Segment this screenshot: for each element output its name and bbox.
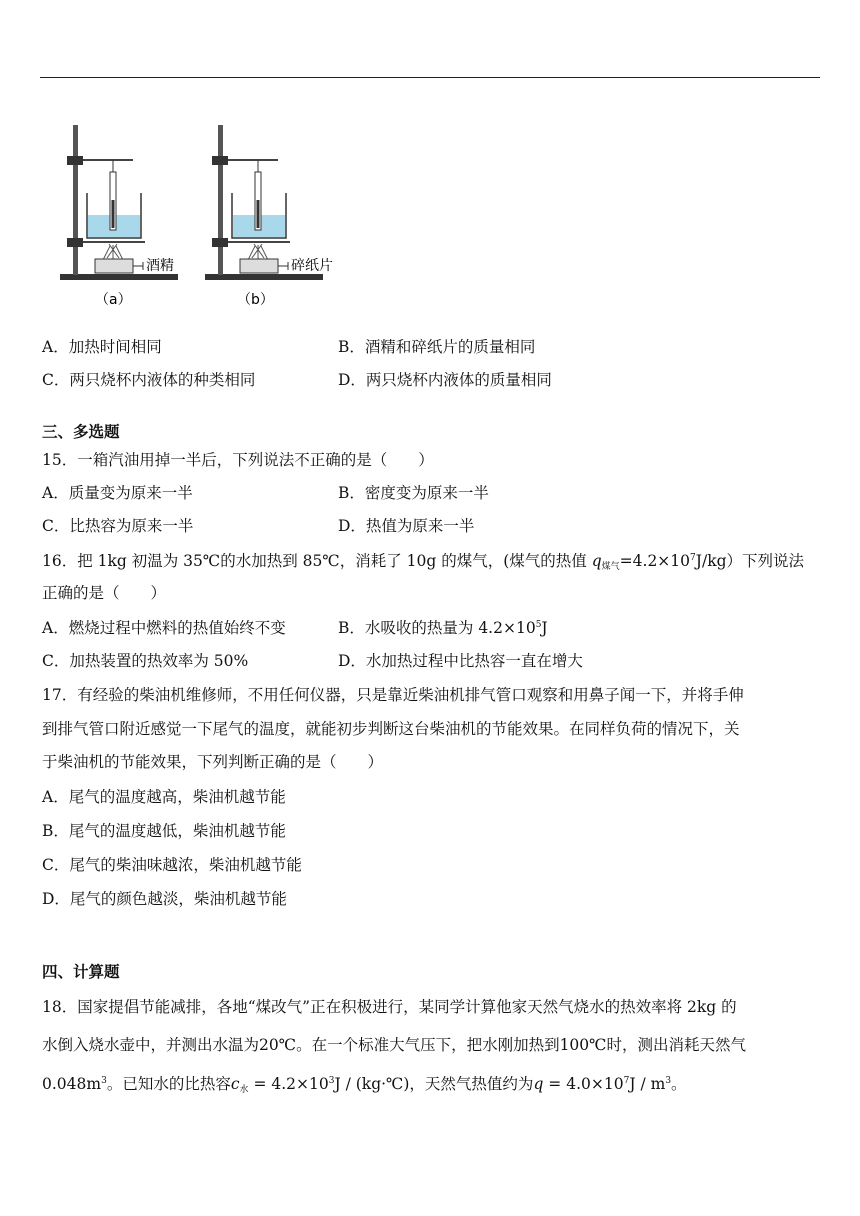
q17-stem-line2: 到排气管口附近感觉一下尾气的温度，就能初步判断这台柴油机的节能效果。在同样负荷的情况下，关 <box>42 720 740 738</box>
q14-option-d: D．两只烧杯内液体的质量相同 <box>338 371 552 389</box>
q15-option-c: C．比热容为原来一半 <box>42 517 194 535</box>
experiment-figure <box>55 120 355 315</box>
q17-option-a: A．尾气的温度越高，柴油机越节能 <box>42 788 286 806</box>
apparatus-a-icon <box>60 125 178 280</box>
q16-option-c: C．加热装置的热效率为 50% <box>42 652 249 670</box>
q17-option-d: D．尾气的颜色越淡，柴油机越节能 <box>42 890 287 908</box>
caption-b: （b） <box>237 292 274 308</box>
q18-line1: 18．国家提倡节能减排，各地“煤改气”正在积极进行，某同学计算他家天然气烧水的热效率将 2kg 的 <box>42 998 737 1016</box>
caption-a: （a） <box>95 292 132 308</box>
section-heading-calculation: 四、计算题 <box>42 962 120 981</box>
apparatus-b-icon <box>205 125 323 280</box>
q16-stem-line2: 正确的是（ ） <box>42 584 167 602</box>
q14-option-b: B．酒精和碎纸片的质量相同 <box>338 338 536 356</box>
label-alcohol: 酒精 <box>146 258 174 274</box>
q14-option-a: A．加热时间相同 <box>42 338 162 356</box>
q17-stem-line3: 于柴油机的节能效果，下列判断正确的是（ ） <box>42 753 384 771</box>
q14-option-c: C．两只烧杯内液体的种类相同 <box>42 371 256 389</box>
q16-option-a: A．燃烧过程中燃料的热值始终不变 <box>42 619 286 637</box>
q15-option-b: B．密度变为原来一半 <box>338 484 489 502</box>
section-heading-multiple-choice: 三、多选题 <box>42 422 120 441</box>
q16-option-b: B．水吸收的热量为 $4.2\times 10^5J$ <box>338 619 548 637</box>
q17-option-b: B．尾气的温度越低，柴油机越节能 <box>42 822 286 840</box>
q15-option-d: D．热值为原来一半 <box>338 517 475 535</box>
q18-line2: 水倒入烧水壶中，并测出水温为20℃。在一个标准大气压下，把水刚加热到100℃时，测出消耗天然气 <box>42 1036 746 1054</box>
q15-stem: 15．一箱汽油用掉一半后，下列说法不正确的是（ ） <box>42 451 434 469</box>
q16-stem: 16．把 1kg 初温为 35℃的水加热到 85℃，消耗了 10g 的煤气，(煤气的热值 q煤气$=4.2\times 10^7J/kg$）下列说法 <box>42 552 805 572</box>
label-paper: 碎纸片 <box>291 258 333 274</box>
header-rule <box>40 77 820 78</box>
q18-line3: $0.048m^3$。已知水的比热容c水 = $4.2\times 10^3J$ / (kg·℃)，天然气热值约为$q = 4.0\times 10^7J / m^3$。 <box>42 1075 687 1095</box>
q15-option-a: A．质量变为原来一半 <box>42 484 193 502</box>
q16-option-d: D．水加热过程中比热容一直在增大 <box>338 652 583 670</box>
q17-option-c: C．尾气的柴油味越浓，柴油机越节能 <box>42 856 302 874</box>
q17-stem-line1: 17．有经验的柴油机维修师，不用任何仪器，只是靠近柴油机排气管口观察和用鼻子闻一下，并将手伸 <box>42 686 744 704</box>
